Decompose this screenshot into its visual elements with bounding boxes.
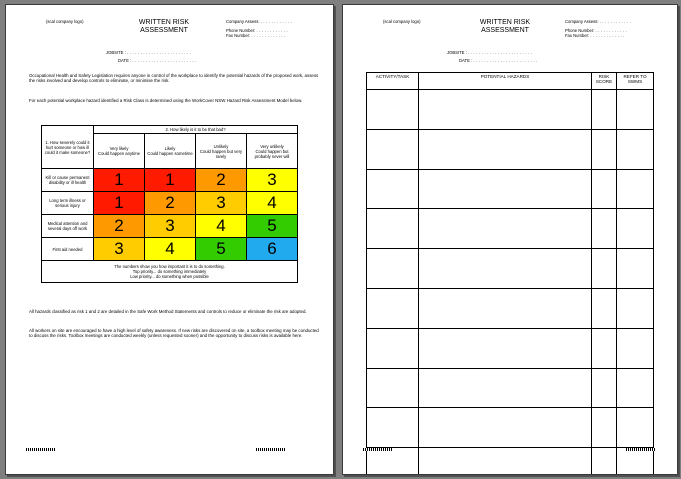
risk-score-cell[interactable]	[592, 90, 617, 130]
severity-row-label: First aid needed	[42, 238, 94, 261]
company-field: Company Assess: . . . . . . . . . . . .	[226, 19, 293, 24]
swms-cell[interactable]	[617, 368, 654, 408]
risk-cell: 4	[196, 215, 247, 238]
company-field: Fax Number: . . . . . . . . . . . . .	[226, 33, 286, 38]
risk-cell: 2	[94, 215, 145, 238]
matrix-corner-label: 1. How severely could it hurt someone or how ill could it make someone?	[42, 126, 94, 169]
document-page-1	[5, 4, 334, 475]
activity-cell[interactable]	[367, 328, 419, 368]
company-field: Company Assess: . . . . . . . . . . . .	[565, 19, 632, 24]
column-header-risk-score: RISK SCORE	[592, 73, 617, 90]
risk-score-cell[interactable]	[592, 129, 617, 169]
column-header-hazards: POTENTIAL HAZARDS	[419, 73, 592, 90]
risk-score-cell[interactable]	[592, 408, 617, 448]
swms-cell[interactable]	[617, 328, 654, 368]
activity-cell[interactable]	[367, 368, 419, 408]
hazard-cell[interactable]	[419, 368, 592, 408]
risk-score-cell[interactable]	[592, 249, 617, 289]
table-row	[367, 90, 654, 130]
risk-cell: 3	[145, 215, 196, 238]
footer-hatch-right	[626, 448, 656, 451]
likelihood-column: Very unlikely Could happen but probably never will	[247, 134, 298, 169]
swms-cell[interactable]	[617, 209, 654, 249]
likelihood-column: Likely Could happen sometime	[145, 134, 196, 169]
hazard-cell[interactable]	[419, 209, 592, 249]
intro-paragraph: Occupational Health and Safety Legislation requires anyone in control of the workplace to identify the potential hazards of the proposed work, assess the risks involved and develop controls to eliminate, or minimise the risk.	[29, 73, 319, 84]
risk-score-cell[interactable]	[592, 328, 617, 368]
likelihood-column: Very likely Could happen anytime	[94, 134, 145, 169]
company-field: Phone Number: . . . . . . . . . . . .	[565, 28, 627, 33]
page-title: WRITTEN RISK ASSESSMENT	[479, 19, 531, 34]
footer-hatch-right	[256, 448, 286, 451]
severity-row-label: Long term illness or serious injury	[42, 192, 94, 215]
column-header-swms: REFER TO SWMS	[617, 73, 654, 90]
risk-cell: 5	[247, 215, 298, 238]
company-logo-placeholder: (scal company logo)	[383, 19, 421, 24]
activity-cell[interactable]	[367, 129, 419, 169]
page-title: WRITTEN RISK ASSESSMENT	[138, 19, 190, 34]
table-row	[367, 129, 654, 169]
likelihood-column: Unlikely Could happen but very rarely	[196, 134, 247, 169]
hazard-cell[interactable]	[419, 288, 592, 328]
swms-cell[interactable]	[617, 169, 654, 209]
likelihood-header: 2. How likely is it to be that bad?	[94, 126, 298, 134]
risk-cell: 4	[145, 238, 196, 261]
risk-cell: 5	[196, 238, 247, 261]
hazard-cell[interactable]	[419, 448, 592, 475]
swms-cell[interactable]	[617, 129, 654, 169]
risk-score-cell[interactable]	[592, 288, 617, 328]
activity-cell[interactable]	[367, 209, 419, 249]
hazard-cell[interactable]	[419, 129, 592, 169]
activity-cell[interactable]	[367, 408, 419, 448]
swms-cell[interactable]	[617, 408, 654, 448]
jobsite-field: JOBSITE : . . . . . . . . . . . . . . . . . . . . . . . .	[447, 50, 533, 55]
footer-hatch-left	[26, 448, 56, 451]
company-details	[226, 19, 326, 38]
company-field: Fax Number: . . . . . . . . . . . . .	[565, 33, 625, 38]
table-row	[367, 169, 654, 209]
activity-cell[interactable]	[367, 249, 419, 289]
swms-cell[interactable]	[617, 288, 654, 328]
hazard-cell[interactable]	[419, 169, 592, 209]
risk-cell: 1	[94, 192, 145, 215]
swms-cell[interactable]	[617, 249, 654, 289]
severity-row-label: Kill or cause permanent disability or ill health	[42, 169, 94, 192]
hazard-cell[interactable]	[419, 328, 592, 368]
hazard-cell[interactable]	[419, 408, 592, 448]
risk-cell: 4	[247, 192, 298, 215]
hazard-cell[interactable]	[419, 90, 592, 130]
risk-cell: 2	[145, 192, 196, 215]
table-row	[367, 368, 654, 408]
date-field: DATE : . . . . . . . . . . . . . . . . . . . . . . . .	[118, 58, 197, 63]
table-row	[367, 209, 654, 249]
matrix-footer: The numbers show you how important it is to do something. Top priority... do something immediately Low priority... do something when possible	[42, 261, 298, 283]
severity-row-label: Medical attention and several days off work	[42, 215, 94, 238]
risk-cell: 1	[145, 169, 196, 192]
table-row	[367, 288, 654, 328]
document-page-2	[342, 4, 678, 475]
table-row	[367, 328, 654, 368]
risk-matrix	[41, 125, 298, 283]
activity-cell[interactable]	[367, 169, 419, 209]
risk-score-cell[interactable]	[592, 448, 617, 475]
company-logo-placeholder: (scal company logo)	[46, 19, 84, 24]
jobsite-field: JOBSITE : . . . . . . . . . . . . . . . . . . . . . . . .	[106, 50, 192, 55]
activity-cell[interactable]	[367, 448, 419, 475]
company-details	[565, 19, 670, 38]
risk-score-cell[interactable]	[592, 169, 617, 209]
table-row	[367, 448, 654, 475]
risk-cell: 2	[196, 169, 247, 192]
risk-classification-paragraph: All hazards classified as risk 1 and 2 are detailed in the Safe Work Method Statements and controls to reduce or eliminate the risk are adopted.	[29, 309, 307, 314]
risk-cell: 1	[94, 169, 145, 192]
toolbox-meeting-paragraph: All workers on site are encouraged to have a high level of safety awareness. If new risks are discovered on site, a toolbox meeting may be conducted to discuss the risks. Toolbox meetings are conducted weekly (unless requested sooner) and the opportunity to discuss risks is available here.	[29, 328, 319, 339]
swms-cell[interactable]	[617, 448, 654, 475]
column-header-activity: ACTIVITY/TASK	[367, 73, 419, 90]
table-row	[367, 408, 654, 448]
risk-cell: 3	[94, 238, 145, 261]
table-row	[367, 249, 654, 289]
date-field: DATE : . . . . . . . . . . . . . . . . . . . . . . . .	[459, 58, 538, 63]
company-field: Phone Number: . . . . . . . . . . . .	[226, 28, 288, 33]
hazard-cell[interactable]	[419, 249, 592, 289]
activity-cell[interactable]	[367, 90, 419, 130]
risk-cell: 3	[247, 169, 298, 192]
risk-score-cell[interactable]	[592, 368, 617, 408]
footer-hatch-left	[363, 448, 393, 451]
intro-paragraph-2: For each potential workplace hazard identified a Risk Class is determined using the WorkCover NSW Hazard Risk Assessment Model below.	[29, 98, 303, 103]
risk-assessment-table	[366, 72, 654, 475]
swms-cell[interactable]	[617, 90, 654, 130]
activity-cell[interactable]	[367, 288, 419, 328]
risk-score-cell[interactable]	[592, 209, 617, 249]
risk-cell: 3	[196, 192, 247, 215]
risk-cell: 6	[247, 238, 298, 261]
